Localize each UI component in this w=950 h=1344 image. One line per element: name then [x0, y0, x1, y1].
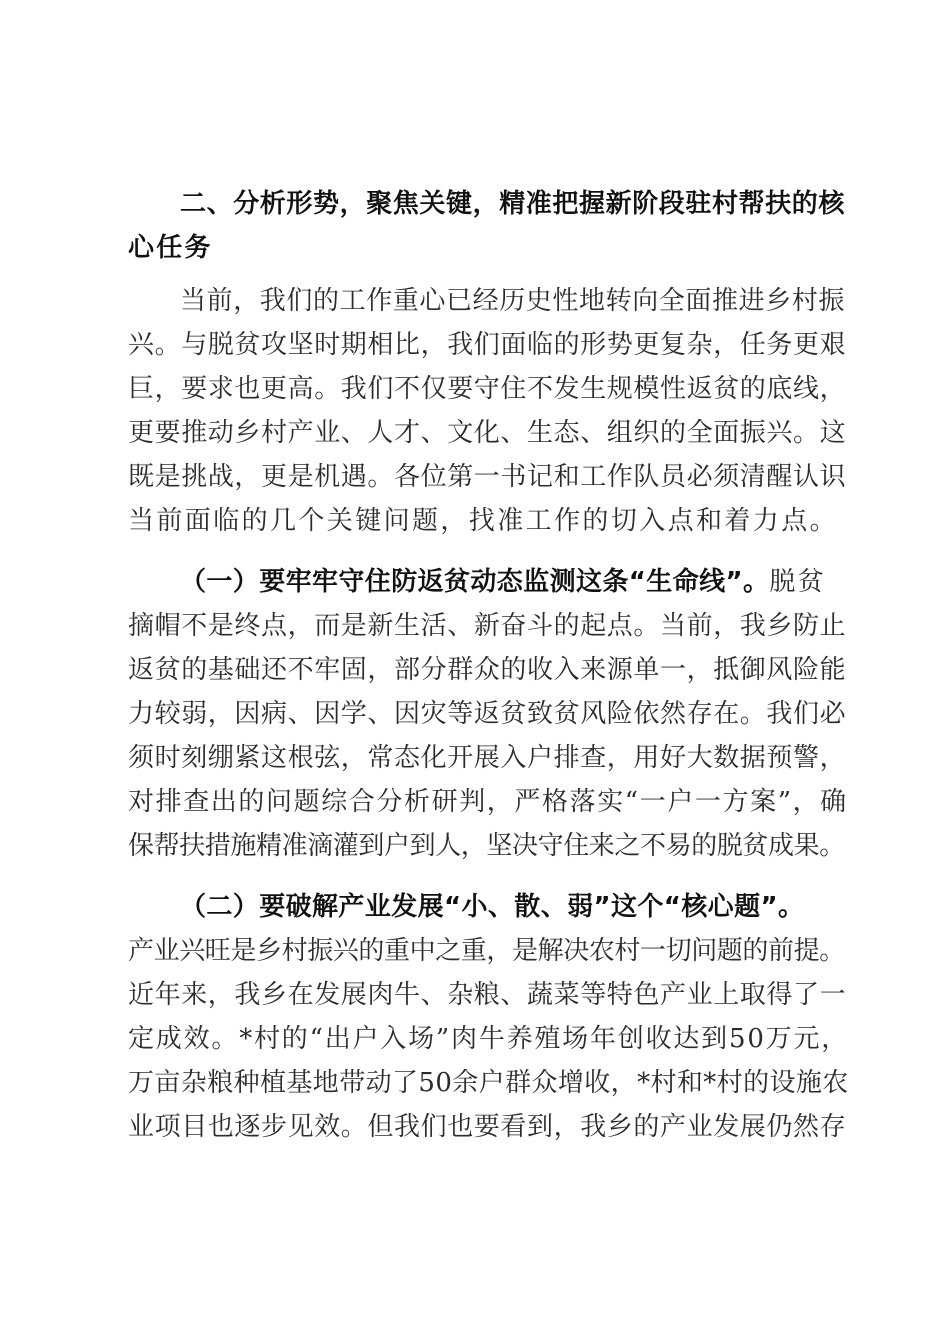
paragraph-text: 脱贫 — [769, 567, 827, 597]
paragraph-line: 摘帽不是终点，而是新生活、新奋斗的起点。当前，我乡防止 — [128, 611, 847, 641]
paragraph-line: 万亩杂粮种植基地带动了50余户群众增收，*村和*村的设施农 — [128, 1068, 849, 1098]
paragraph-line: 对排查出的问题综合分析研判，严格落实“一户一方案”，确 — [128, 787, 848, 817]
paragraph-line: 当前面临的几个关键问题，找准工作的切入点和着力点。 — [128, 506, 839, 536]
paragraph-line: 定成效。*村的“出户入场”肉牛养殖场年创收达到50万元， — [128, 1024, 850, 1054]
subsection-one-title: （一）要牢牢守住防返贫动态监测这条“生命线”。 — [180, 567, 770, 597]
paragraph-line: 产业兴旺是乡村振兴的重中之重，是解决农村一切问题的前提。 — [128, 936, 845, 966]
paragraph-line: 兴。与脱贫攻坚时期相比，我们面临的形势更复杂，任务更艰 — [128, 330, 847, 360]
paragraph-line: 返贫的基础还不牢固，部分群众的收入来源单一，抵御风险能 — [128, 655, 847, 685]
paragraph-line: 须时刻绷紧这根弦，常态化开展入户排查，用好大数据预警， — [128, 743, 847, 773]
paragraph-line: 力较弱，因病、因学、因灾等返贫致贫风险依然存在。我们必 — [128, 699, 847, 729]
section-heading-continued: 心任务 — [128, 233, 213, 263]
paragraph-line: 巨，要求也更高。我们不仅要守住不发生规模性返贫的底线， — [128, 374, 847, 404]
paragraph-line: 既是挑战，更是机遇。各位第一书记和工作队员必须清醒认识 — [128, 462, 847, 492]
paragraph-line: 业项目也逐步见效。但我们也要看到，我乡的产业发展仍然存 — [128, 1112, 847, 1142]
paragraph-line: 当前，我们的工作重心已经历史性地转向全面推进乡村振 — [180, 286, 846, 316]
paragraph-line: 保帮扶措施精准滴灌到户到人，坚决守住来之不易的脱贫成果。 — [128, 831, 845, 861]
section-heading: 二、分析形势，聚焦关键，精准把握新阶段驻村帮扶的核 — [180, 189, 846, 219]
paragraph-line: 近年来，我乡在发展肉牛、杂粮、蔬菜等特色产业上取得了一 — [128, 980, 847, 1010]
subsection-one-first-line — [180, 564, 848, 600]
paragraph-line: 更要推动乡村产业、人才、文化、生态、组织的全面振兴。这 — [128, 418, 847, 448]
subsection-two-title: （二）要破解产业发展“小、散、弱”这个“核心题”。 — [180, 892, 805, 922]
